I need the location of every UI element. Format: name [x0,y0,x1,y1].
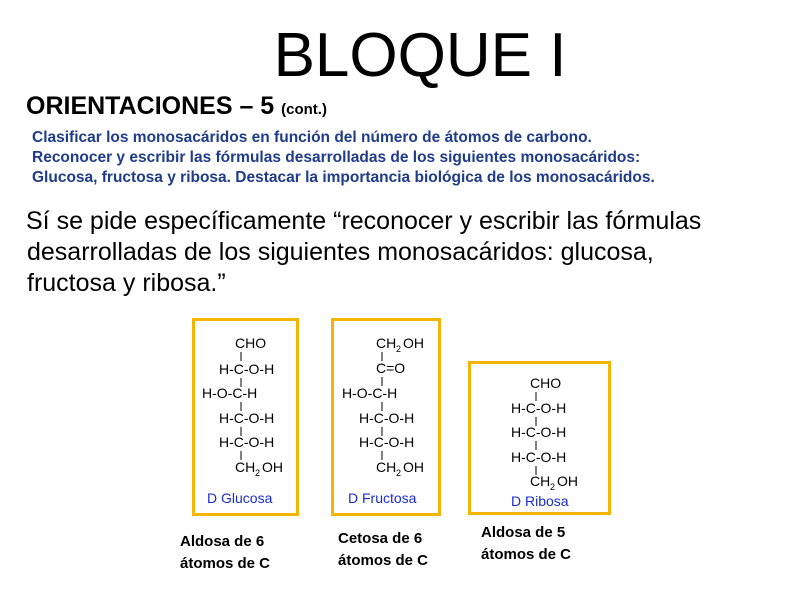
svg-text:CHO: CHO [235,335,267,351]
orientation-line: Reconocer y escribir las fórmulas desarrolladas de los siguientes monosacáridos: [32,149,641,166]
svg-text:H-O-C-H: H-O-C-H [342,385,398,401]
svg-text:CH: CH [376,459,397,475]
svg-text:OH: OH [557,473,578,489]
caption-line: átomos de C [338,552,429,569]
svg-text:2: 2 [396,468,402,478]
fructose-name: D Fructosa [348,490,417,506]
caption-line: átomos de C [180,555,271,572]
glucose-caption [180,531,270,575]
glucose-structure-panel [192,318,299,516]
caption-line: átomos de C [481,546,572,563]
svg-text:H-C-O-H: H-C-O-H [359,434,415,450]
svg-text:OH: OH [262,459,283,475]
svg-text:OH: OH [403,335,424,351]
svg-text:CH: CH [235,459,256,475]
fructose-formula [334,321,438,513]
ribose-structure-panel [468,361,611,515]
svg-text:OH: OH [403,459,424,475]
svg-text:H-O-C-H: H-O-C-H [202,385,258,401]
section-heading-main: ORIENTACIONES – 5 [26,92,282,120]
orientations-text [32,128,655,188]
ribose-name: D Ribosa [511,493,569,509]
svg-text:H-C-O-H: H-C-O-H [511,449,567,465]
glucose-formula [195,321,296,513]
svg-text:H-C-O-H: H-C-O-H [219,361,275,377]
ribose-caption [481,522,571,566]
svg-text:H-C-O-H: H-C-O-H [219,434,275,450]
svg-text:2: 2 [396,344,402,354]
svg-text:H-C-O-H: H-C-O-H [511,400,567,416]
orientation-line: Glucosa, fructosa y ribosa. Destacar la importancia biológica de los monosacáridos. [32,169,655,186]
section-heading [26,92,327,121]
slide-title: BLOQUE I [273,21,567,90]
svg-text:H-C-O-H: H-C-O-H [511,424,567,440]
svg-text:C=O: C=O [376,360,406,376]
svg-text:2: 2 [255,468,261,478]
quote-line: fructosa y ribosa.” [27,269,226,297]
quote-text [26,206,794,299]
quote-line: desarrolladas de los siguientes monosacáridos: glucosa, [27,238,654,266]
ribose-formula [471,364,608,512]
svg-text:H-C-O-H: H-C-O-H [219,410,275,426]
fructose-caption [338,528,428,572]
svg-text:CH: CH [530,473,551,489]
quote-line: Sí se pide específicamente “reconocer y escribir las fórmulas [26,207,702,235]
caption-line: Aldosa de 5 [481,524,566,541]
svg-text:H-C-O-H: H-C-O-H [359,410,415,426]
caption-line: Cetosa de 6 [338,530,423,547]
orientation-line: Clasificar los monosacáridos en función del número de átomos de carbono. [32,129,592,146]
section-heading-cont: (cont.) [281,101,327,118]
svg-text:CH: CH [376,335,397,351]
caption-line: Aldosa de 6 [180,533,265,550]
svg-text:CHO: CHO [530,375,562,391]
glucose-name: D Glucosa [207,490,273,506]
fructose-structure-panel [331,318,441,516]
svg-text:2: 2 [550,482,556,492]
